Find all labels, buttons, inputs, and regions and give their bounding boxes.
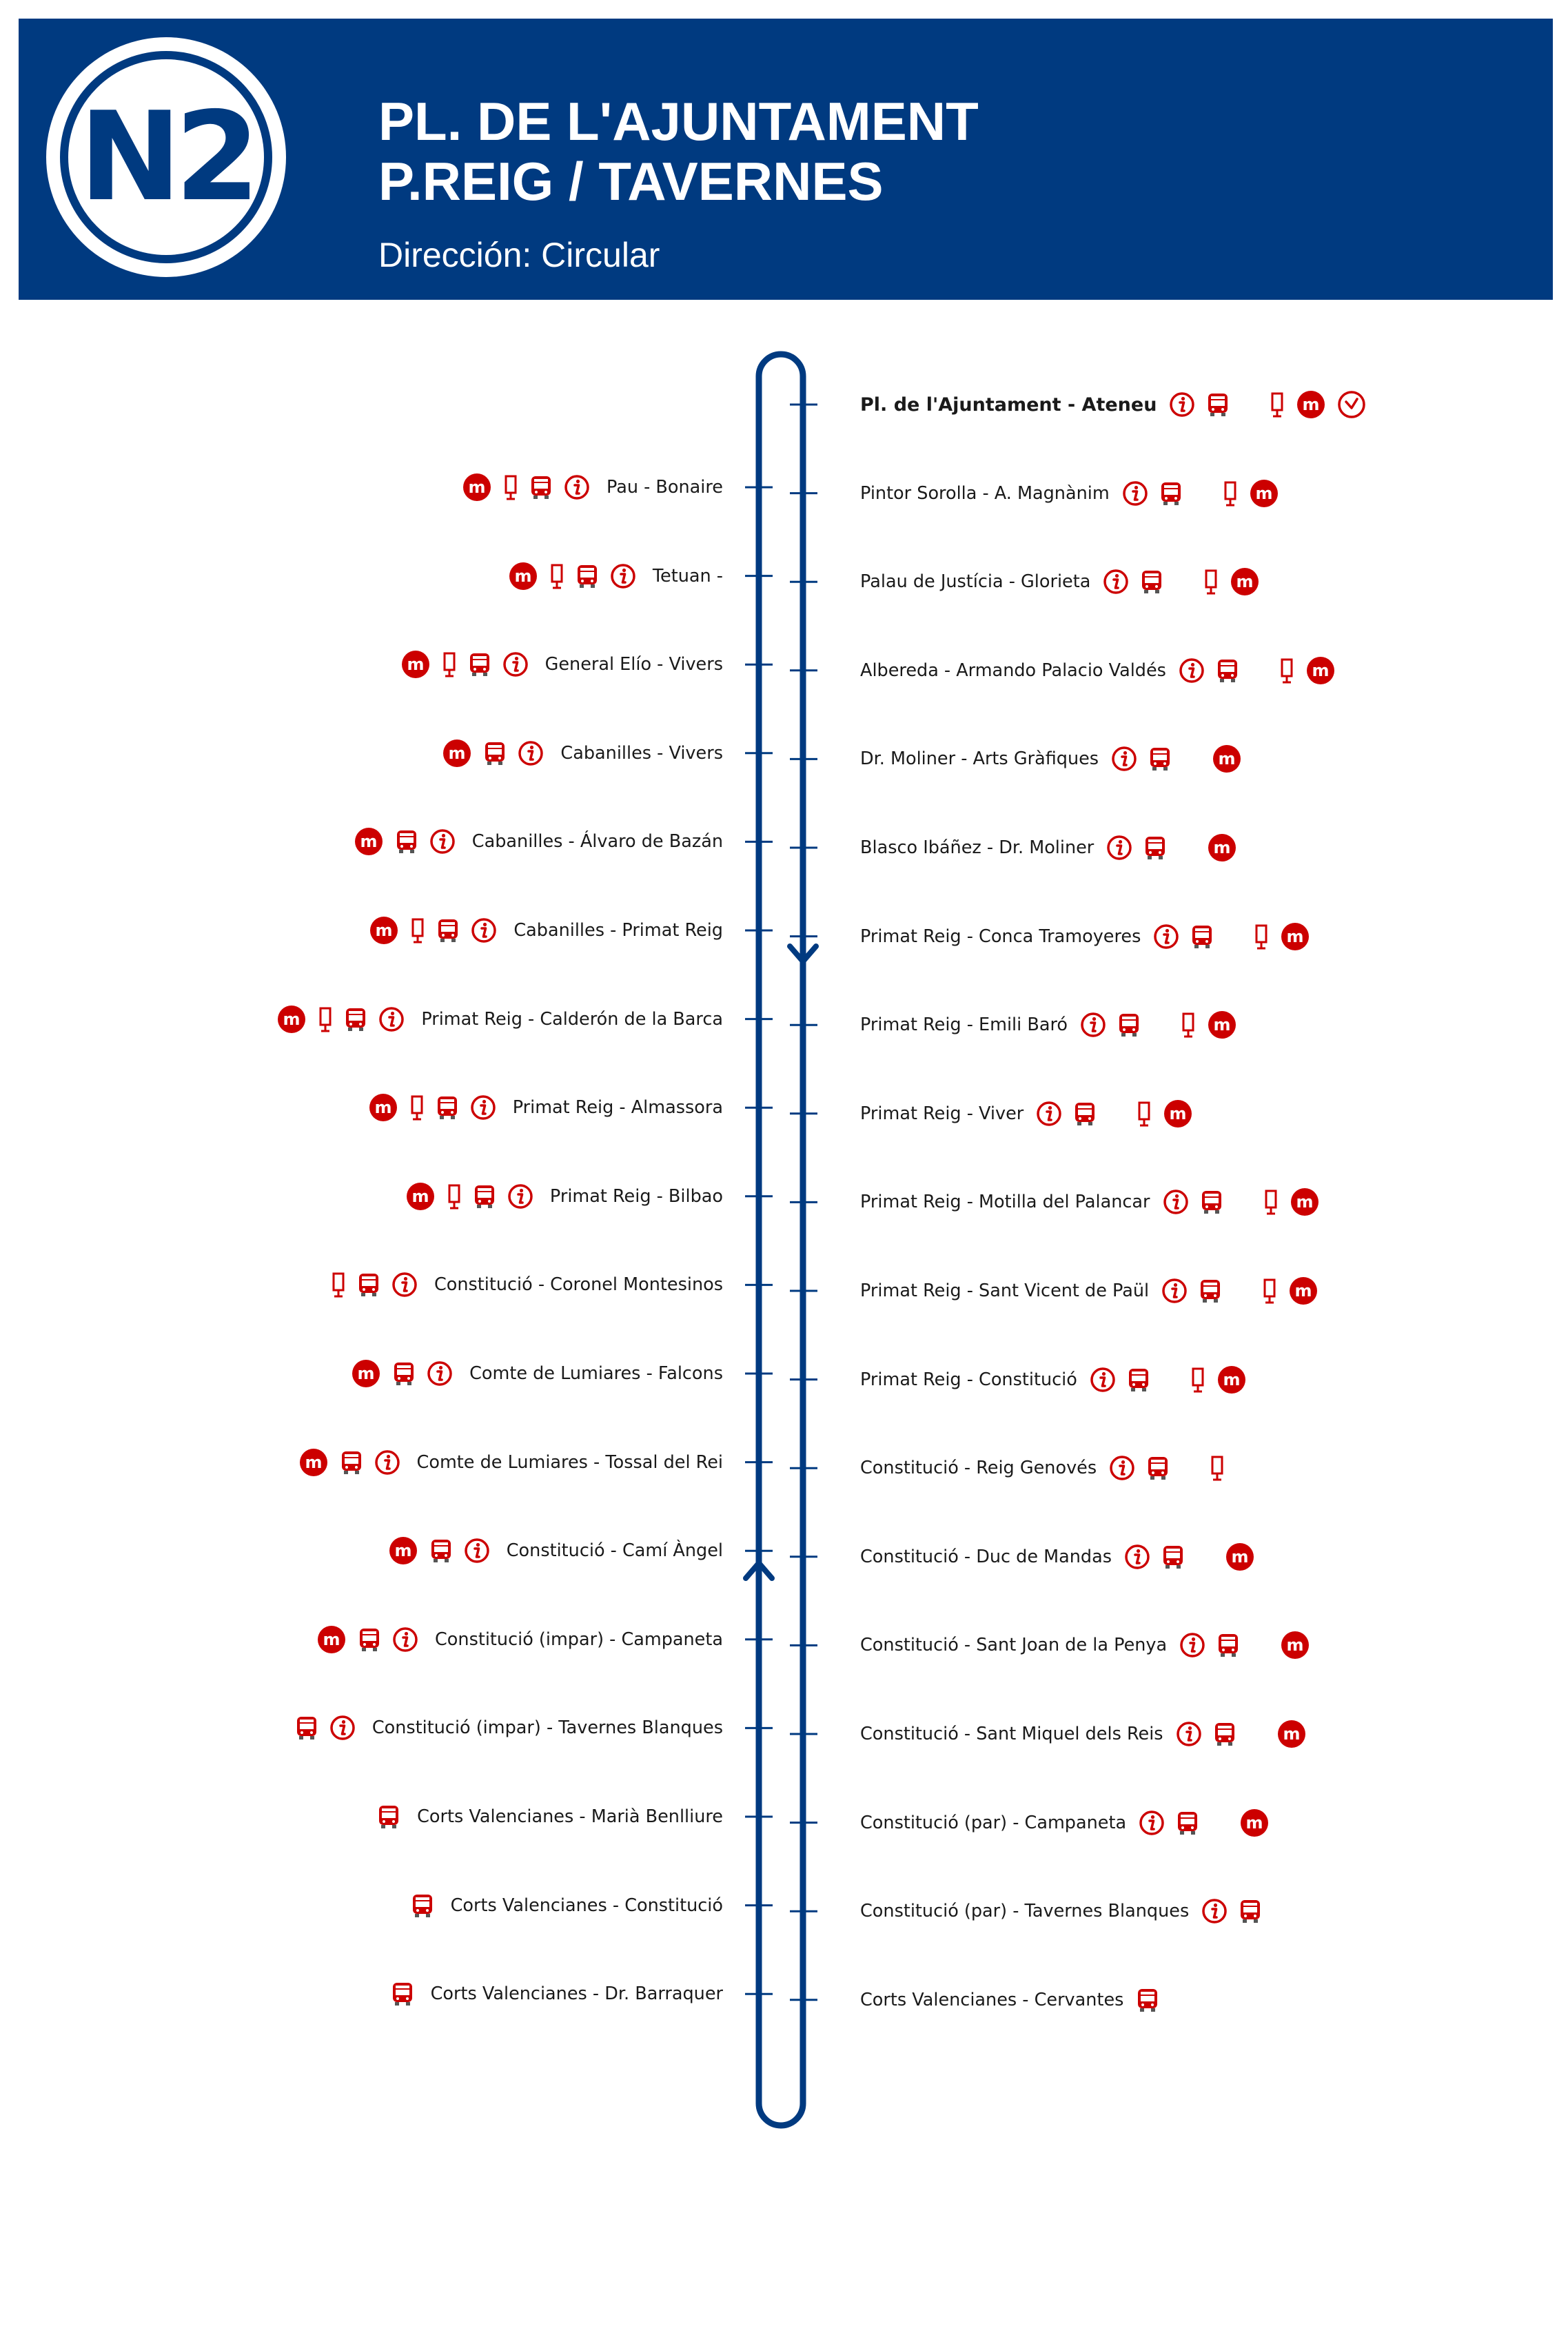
stop-services bbox=[400, 1181, 539, 1212]
bus-icon bbox=[1148, 746, 1172, 771]
bus-icon bbox=[1161, 1544, 1185, 1569]
stop-name: Corts Valencianes - Marià Benlliure bbox=[417, 1806, 723, 1827]
stop-name: Corts Valencianes - Cervantes bbox=[860, 1989, 1124, 2010]
stop-name: Comte de Lumiares - Falcons bbox=[469, 1363, 723, 1384]
info-icon bbox=[392, 1626, 418, 1653]
stop-services bbox=[1106, 744, 1248, 774]
svg-text:m: m bbox=[468, 478, 486, 497]
info-icon bbox=[564, 474, 590, 500]
stop-services bbox=[1097, 567, 1265, 597]
info-icon bbox=[1080, 1012, 1106, 1038]
bus-icon bbox=[436, 918, 460, 943]
stop-services bbox=[345, 1358, 458, 1389]
info-icon bbox=[1161, 1278, 1188, 1304]
metro-icon bbox=[462, 472, 492, 502]
stop-services bbox=[1148, 921, 1316, 952]
info-icon bbox=[1169, 391, 1195, 418]
stop-r-8 bbox=[860, 1093, 1199, 1134]
stop-name: Palau de Justícia - Glorieta bbox=[860, 571, 1091, 593]
svg-text:m: m bbox=[1231, 1547, 1249, 1567]
stop-services bbox=[371, 1804, 406, 1829]
stop-name: Constitució (par) - Campaneta bbox=[860, 1812, 1127, 1833]
bus-icon bbox=[391, 1981, 414, 2006]
stop-name: Primat Reig - Motilla del Palancar bbox=[860, 1192, 1150, 1213]
stop-services bbox=[1030, 1099, 1199, 1129]
info-icon bbox=[464, 1538, 490, 1564]
bus-icon bbox=[358, 1627, 381, 1652]
stop-l-4 bbox=[348, 821, 723, 862]
stop-name: Constitució (impar) - Campaneta bbox=[435, 1629, 723, 1650]
svg-text:m: m bbox=[1294, 1281, 1312, 1300]
svg-text:m: m bbox=[1236, 572, 1254, 592]
metro-icon bbox=[388, 1536, 418, 1566]
info-icon bbox=[1124, 1544, 1150, 1570]
metro-icon bbox=[368, 1092, 398, 1123]
metro-icon bbox=[1207, 833, 1237, 863]
metro-icon bbox=[1163, 1099, 1193, 1129]
route-title-line-2: P.REIG / TAVERNES bbox=[378, 151, 884, 212]
stop-name: Primat Reig - Bilbao bbox=[549, 1185, 723, 1207]
bus-icon bbox=[1143, 835, 1167, 860]
info-icon bbox=[1163, 1189, 1189, 1215]
stop-name: Primat Reig - Calderón de la Barca bbox=[421, 1008, 723, 1030]
svg-text:m: m bbox=[357, 1364, 375, 1383]
stop-r-0 bbox=[860, 384, 1372, 425]
metro-icon bbox=[369, 915, 399, 946]
stop-name: Constitució - Sant Joan de la Penya bbox=[860, 1635, 1168, 1656]
stop-name: Constitució (par) - Tavernes Blanques bbox=[860, 1901, 1190, 1922]
stop-l-10 bbox=[345, 1353, 723, 1394]
stop-services bbox=[436, 738, 549, 768]
bus-icon bbox=[1140, 569, 1163, 594]
metro-icon bbox=[1212, 744, 1242, 774]
metro-icon bbox=[1276, 1719, 1307, 1749]
stop-name: Primat Reig - Conca Tramoyeres bbox=[860, 926, 1141, 947]
pole-icon bbox=[1279, 657, 1294, 684]
stop-r-15 bbox=[860, 1713, 1312, 1755]
info-icon bbox=[1179, 657, 1205, 684]
stop-services bbox=[502, 561, 642, 591]
bus-icon bbox=[395, 829, 418, 854]
stop-name: Cabanilles - Vivers bbox=[560, 742, 723, 764]
pole-icon bbox=[1190, 1366, 1205, 1394]
metro-icon bbox=[1249, 478, 1279, 509]
stop-r-17 bbox=[860, 1890, 1267, 1932]
stop-services bbox=[1119, 1542, 1261, 1572]
svg-text:m: m bbox=[360, 832, 378, 852]
stop-services bbox=[456, 472, 595, 502]
stop-l-1 bbox=[502, 555, 723, 597]
stop-services bbox=[363, 915, 502, 946]
metro-icon bbox=[1280, 921, 1310, 952]
stop-l-16 bbox=[405, 1885, 723, 1926]
bus-icon bbox=[377, 1804, 400, 1829]
pole-icon bbox=[503, 473, 518, 501]
metro-icon bbox=[1207, 1010, 1237, 1040]
bus-icon bbox=[295, 1715, 318, 1740]
pole-icon bbox=[447, 1183, 462, 1210]
stop-name: Pau - Bonaire bbox=[606, 477, 723, 498]
svg-text:m: m bbox=[1213, 838, 1231, 857]
info-icon bbox=[1201, 1898, 1228, 1924]
bus-icon bbox=[1136, 1988, 1159, 2012]
stop-services bbox=[1173, 655, 1341, 686]
stop-l-6 bbox=[271, 999, 723, 1040]
stop-r-12 bbox=[860, 1447, 1230, 1489]
stop-services bbox=[1075, 1010, 1243, 1040]
metro-icon bbox=[405, 1181, 436, 1212]
stop-services bbox=[1101, 833, 1243, 863]
metro-icon bbox=[1230, 567, 1260, 597]
bus-icon bbox=[1176, 1810, 1199, 1835]
pole-icon bbox=[442, 651, 457, 678]
metro-icon bbox=[316, 1624, 347, 1655]
metro-icon bbox=[1216, 1365, 1247, 1395]
stop-services bbox=[311, 1624, 424, 1655]
info-icon bbox=[1109, 1455, 1135, 1481]
route-loop bbox=[759, 354, 803, 2125]
stop-services bbox=[1156, 1276, 1324, 1306]
metro-icon bbox=[1290, 1187, 1320, 1217]
stop-l-14 bbox=[289, 1707, 723, 1748]
info-icon bbox=[1090, 1367, 1116, 1393]
stop-name: Blasco Ibáñez - Dr. Moliner bbox=[860, 837, 1094, 858]
stop-l-15 bbox=[371, 1796, 723, 1837]
stop-name: Cabanilles - Álvaro de Bazán bbox=[471, 831, 723, 853]
stop-l-17 bbox=[385, 1973, 723, 2014]
stop-name: Pl. de l'Ajuntament - Ateneu bbox=[860, 394, 1157, 416]
line-code: N2 bbox=[79, 85, 254, 228]
metro-icon bbox=[1225, 1542, 1255, 1572]
stop-services bbox=[1157, 1187, 1325, 1217]
stop-name: General Elío - Vivers bbox=[544, 654, 723, 675]
svg-text:m: m bbox=[1312, 660, 1330, 680]
stop-services bbox=[293, 1447, 406, 1478]
metro-icon bbox=[1296, 389, 1326, 420]
stop-name: Primat Reig - Emili Baró bbox=[860, 1014, 1068, 1036]
stop-services bbox=[289, 1715, 361, 1741]
bus-icon bbox=[483, 741, 507, 766]
info-icon bbox=[610, 563, 636, 589]
stop-name: Constitució (impar) - Tavernes Blanques bbox=[371, 1717, 723, 1739]
metro-icon bbox=[400, 649, 431, 680]
svg-text:m: m bbox=[1218, 749, 1236, 769]
bus-icon bbox=[1206, 392, 1230, 417]
stop-name: Constitució - Camí Àngel bbox=[506, 1540, 723, 1562]
metro-icon bbox=[354, 826, 384, 857]
info-icon bbox=[470, 1094, 496, 1121]
stop-r-2 bbox=[860, 561, 1265, 602]
svg-text:m: m bbox=[305, 1452, 323, 1472]
stop-name: Constitució - Sant Miquel dels Reis bbox=[860, 1724, 1163, 1744]
bus-icon bbox=[1200, 1190, 1223, 1214]
stop-name: Primat Reig - Almassora bbox=[512, 1097, 723, 1119]
bus-icon bbox=[1190, 924, 1214, 949]
bus-icon bbox=[473, 1184, 496, 1209]
info-icon bbox=[1103, 569, 1129, 595]
stop-services bbox=[385, 1981, 420, 2006]
svg-text:m: m bbox=[1286, 926, 1304, 946]
metro-icon bbox=[508, 561, 538, 591]
stop-l-12 bbox=[383, 1530, 723, 1571]
stop-services bbox=[325, 1271, 423, 1298]
info-icon bbox=[1176, 1721, 1202, 1747]
stop-services bbox=[395, 649, 534, 680]
stop-name: Cabanilles - Primat Reig bbox=[513, 920, 723, 941]
pole-icon bbox=[549, 562, 564, 590]
bus-icon bbox=[1213, 1722, 1236, 1746]
bus-icon bbox=[468, 652, 491, 677]
stop-services bbox=[271, 1004, 410, 1034]
bus-icon bbox=[1117, 1012, 1141, 1037]
svg-text:m: m bbox=[407, 655, 425, 675]
svg-text:m: m bbox=[448, 743, 466, 763]
bus-icon bbox=[576, 564, 599, 589]
svg-text:m: m bbox=[514, 566, 532, 586]
bus-icon bbox=[357, 1272, 380, 1297]
stop-name: Corts Valencianes - Constitució bbox=[450, 1895, 723, 1916]
stop-r-18 bbox=[860, 1979, 1165, 2021]
stop-name: Comte de Lumiares - Tossal del Rei bbox=[416, 1451, 723, 1473]
pole-icon bbox=[331, 1271, 346, 1298]
stop-r-1 bbox=[860, 473, 1285, 514]
pole-icon bbox=[1210, 1454, 1225, 1482]
stop-r-5 bbox=[860, 827, 1243, 868]
bus-icon bbox=[1239, 1899, 1262, 1924]
pole-icon bbox=[1203, 568, 1219, 595]
stop-r-10 bbox=[860, 1270, 1324, 1312]
svg-text:m: m bbox=[1169, 1103, 1187, 1123]
metro-icon bbox=[1280, 1630, 1310, 1660]
info-icon bbox=[1122, 480, 1148, 507]
stop-r-11 bbox=[860, 1359, 1252, 1400]
info-icon bbox=[1179, 1632, 1205, 1658]
stop-services bbox=[1084, 1365, 1252, 1395]
info-icon bbox=[374, 1449, 400, 1476]
info-icon bbox=[329, 1715, 356, 1741]
clock-icon bbox=[1337, 390, 1366, 419]
info-icon bbox=[1036, 1101, 1062, 1127]
pole-icon bbox=[1263, 1188, 1279, 1216]
pole-icon bbox=[1262, 1277, 1277, 1305]
info-icon bbox=[1153, 924, 1179, 950]
stop-l-2 bbox=[395, 644, 723, 685]
stop-services bbox=[1170, 1719, 1312, 1749]
info-icon bbox=[502, 651, 529, 677]
metro-icon bbox=[298, 1447, 329, 1478]
route-title-line-1: PL. DE L'AJUNTAMENT bbox=[378, 91, 979, 152]
pole-icon bbox=[1181, 1011, 1196, 1039]
svg-text:m: m bbox=[1223, 1369, 1241, 1389]
route-direction: Dirección: Circular bbox=[378, 236, 660, 274]
pole-icon bbox=[318, 1006, 333, 1033]
stop-services bbox=[363, 1092, 502, 1123]
stop-services bbox=[1130, 1988, 1165, 2012]
metro-icon bbox=[1305, 655, 1336, 686]
bus-icon bbox=[1127, 1367, 1150, 1392]
info-icon bbox=[1139, 1810, 1165, 1836]
stop-name: Dr. Moliner - Arts Gràfiques bbox=[860, 748, 1099, 770]
svg-text:m: m bbox=[1245, 1813, 1263, 1833]
stop-r-16 bbox=[860, 1802, 1275, 1844]
svg-text:m: m bbox=[374, 1098, 392, 1118]
stop-name: Corts Valencianes - Dr. Barraquer bbox=[430, 1983, 723, 2005]
stop-l-8 bbox=[400, 1176, 723, 1217]
stop-services bbox=[1117, 478, 1285, 509]
info-icon bbox=[391, 1272, 418, 1298]
stop-r-3 bbox=[860, 650, 1341, 691]
bus-icon bbox=[1073, 1101, 1097, 1126]
stop-name: Constitució - Coronel Montesinos bbox=[434, 1274, 723, 1296]
svg-text:m: m bbox=[411, 1186, 429, 1206]
stop-name: Tetuan - bbox=[652, 565, 723, 586]
bus-icon bbox=[1159, 481, 1183, 506]
bus-icon bbox=[411, 1893, 434, 1918]
stop-name: Primat Reig - Constitució bbox=[860, 1369, 1077, 1390]
bus-icon bbox=[344, 1007, 367, 1032]
metro-icon bbox=[351, 1358, 381, 1389]
pole-icon bbox=[1270, 391, 1285, 418]
pole-icon bbox=[1223, 480, 1238, 507]
info-icon bbox=[1106, 835, 1132, 861]
stop-name: Pintor Sorolla - A. Magnànim bbox=[860, 482, 1110, 504]
svg-text:m: m bbox=[1302, 395, 1320, 414]
svg-text:m: m bbox=[1255, 483, 1273, 503]
stop-l-7 bbox=[363, 1087, 723, 1128]
stop-r-7 bbox=[860, 1004, 1243, 1045]
bus-icon bbox=[392, 1361, 416, 1386]
stop-l-3 bbox=[436, 733, 723, 774]
stop-name: Constitució - Duc de Mandas bbox=[860, 1546, 1112, 1567]
info-icon bbox=[429, 828, 456, 855]
svg-text:m: m bbox=[1296, 1192, 1314, 1212]
svg-text:m: m bbox=[323, 1629, 340, 1649]
stop-l-0 bbox=[456, 467, 723, 508]
bus-icon bbox=[1216, 1633, 1240, 1657]
metro-icon bbox=[276, 1004, 307, 1034]
svg-text:m: m bbox=[1286, 1635, 1304, 1655]
stop-name: Albereda - Armando Palacio Valdés bbox=[860, 660, 1166, 681]
svg-text:m: m bbox=[1213, 1015, 1231, 1035]
stop-name: Constitució - Reig Genovés bbox=[860, 1458, 1097, 1479]
svg-text:m: m bbox=[375, 921, 393, 940]
pole-icon bbox=[410, 917, 425, 944]
stop-r-4 bbox=[860, 738, 1248, 779]
stop-services bbox=[1163, 389, 1372, 420]
bus-icon bbox=[529, 475, 553, 500]
svg-text:m: m bbox=[394, 1541, 412, 1561]
stop-name: Primat Reig - Viver bbox=[860, 1103, 1024, 1124]
stop-services bbox=[1174, 1630, 1316, 1660]
stop-r-14 bbox=[860, 1624, 1316, 1666]
stop-services bbox=[1103, 1454, 1230, 1482]
bus-icon bbox=[429, 1538, 453, 1563]
stop-services bbox=[1133, 1808, 1275, 1838]
pole-icon bbox=[1254, 923, 1269, 950]
metro-icon bbox=[1288, 1276, 1318, 1306]
pole-icon bbox=[1137, 1100, 1152, 1128]
info-icon bbox=[471, 917, 497, 943]
svg-text:m: m bbox=[1283, 1724, 1301, 1744]
stop-l-11 bbox=[293, 1442, 723, 1483]
bus-icon bbox=[1146, 1456, 1170, 1480]
bus-icon bbox=[1199, 1278, 1222, 1303]
bus-icon bbox=[436, 1095, 459, 1120]
metro-icon bbox=[442, 738, 472, 768]
stop-name: Primat Reig - Sant Vicent de Paül bbox=[860, 1281, 1150, 1301]
bus-icon bbox=[1216, 658, 1239, 683]
stop-r-13 bbox=[860, 1536, 1261, 1578]
stop-r-6 bbox=[860, 916, 1316, 957]
stop-services bbox=[383, 1536, 496, 1566]
stop-services bbox=[405, 1893, 440, 1918]
metro-icon bbox=[1239, 1808, 1270, 1838]
info-icon bbox=[507, 1183, 533, 1210]
stop-r-9 bbox=[860, 1181, 1325, 1223]
stop-l-13 bbox=[311, 1619, 723, 1660]
pole-icon bbox=[409, 1094, 425, 1121]
info-icon bbox=[518, 740, 544, 766]
info-icon bbox=[378, 1006, 405, 1032]
info-icon bbox=[1111, 746, 1137, 772]
info-icon bbox=[427, 1360, 453, 1387]
svg-text:m: m bbox=[283, 1009, 301, 1029]
bus-icon bbox=[340, 1450, 363, 1475]
stop-services bbox=[1196, 1898, 1267, 1924]
stop-l-9 bbox=[325, 1264, 723, 1305]
stop-services bbox=[348, 826, 461, 857]
stop-l-5 bbox=[363, 910, 723, 951]
